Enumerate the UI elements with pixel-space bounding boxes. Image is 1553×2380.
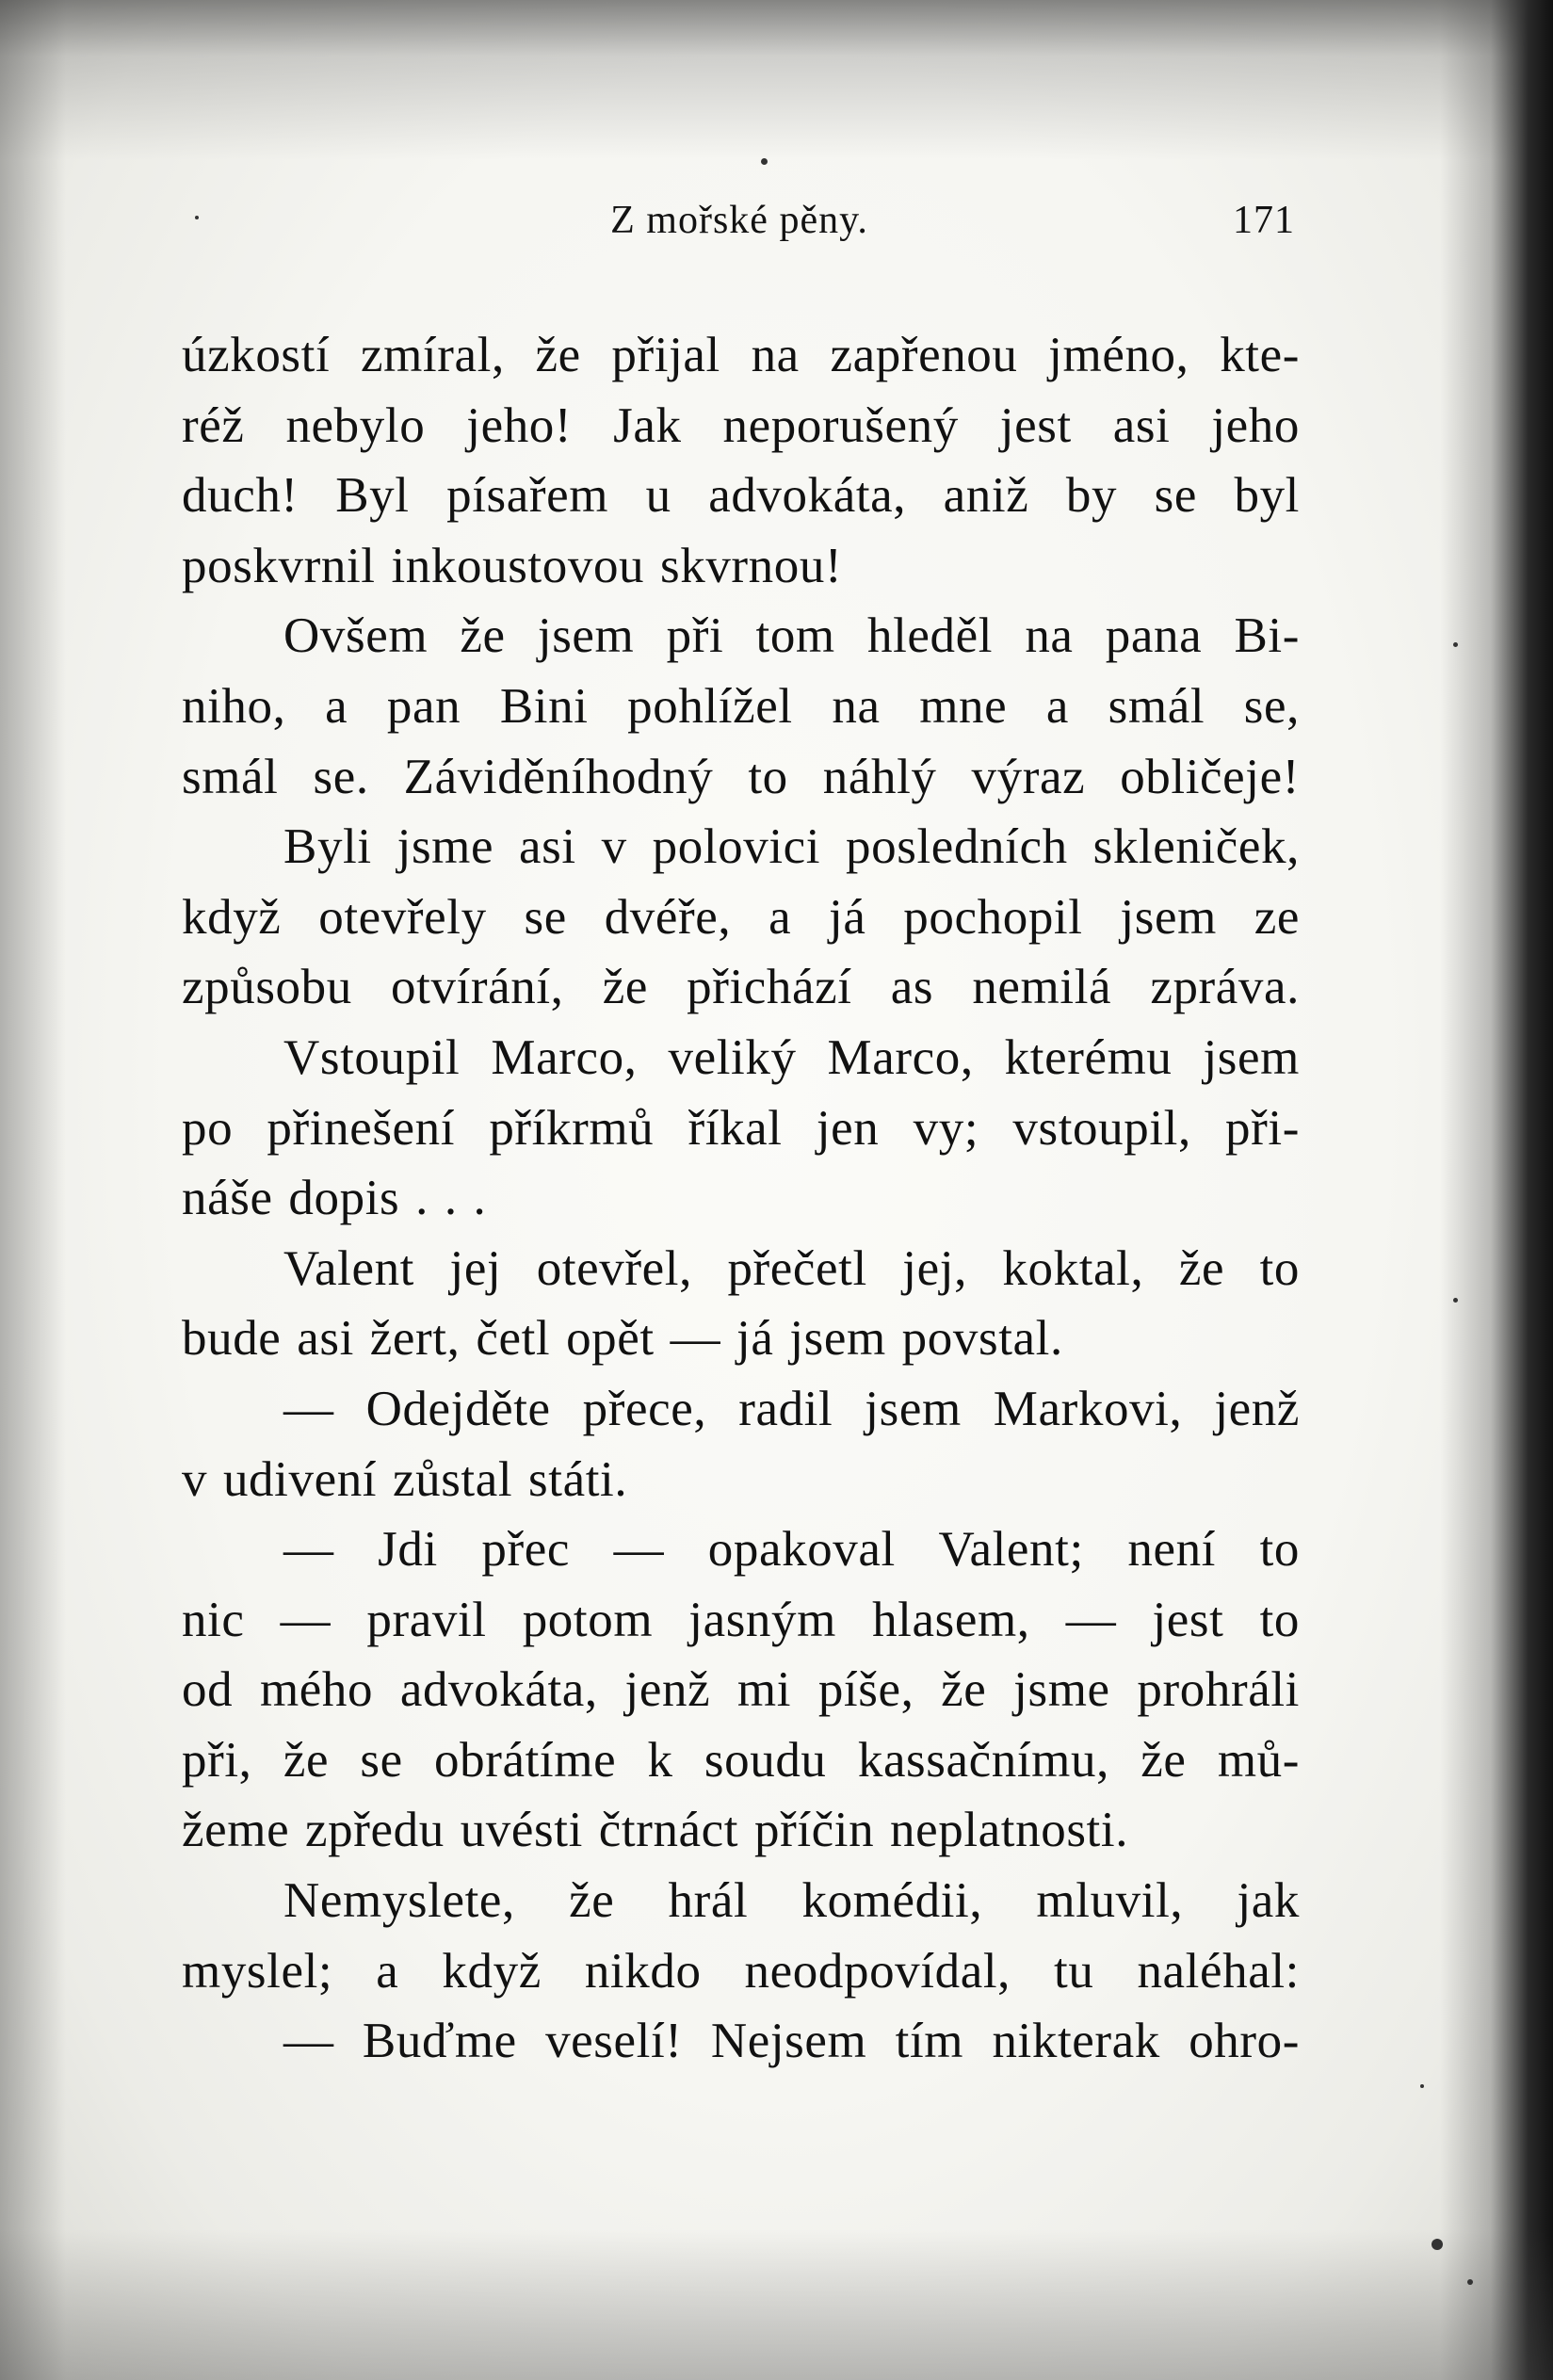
text-line: Ovšem že jsem při tom hleděl na pana Bi- <box>283 608 1300 664</box>
text-line: — Odejděte přece, radil jsem Markovi, jenž <box>283 1381 1300 1436</box>
dust-speck <box>1453 1298 1458 1303</box>
text-line: Byli jsme asi v polovici posledních skleniček, <box>283 819 1300 875</box>
text-line: náše dopis . . . <box>182 1171 487 1226</box>
running-head <box>184 198 1295 254</box>
text-line: duch! Byl písařem u advokáta, aniž by se byl <box>182 468 1300 524</box>
dust-speck <box>1432 2239 1443 2250</box>
text-line: poskvrnil inkoustovou skvrnou! <box>182 538 843 593</box>
text-line: při, že se obrátíme k soudu kassačnímu, že mů- <box>182 1732 1300 1788</box>
text-line: v udivení zůstal státi. <box>182 1451 628 1507</box>
scan-shadow-left <box>0 0 66 2380</box>
dust-speck <box>1453 642 1458 647</box>
text-line: úzkostí zmíral, že přijal na zapřenou jméno, kte- <box>182 328 1300 382</box>
text-line: — Buďme veselí! Nejsem tím nikterak ohro- <box>283 2014 1300 2069</box>
dust-speck <box>1467 2279 1473 2285</box>
scan-shadow-top <box>0 0 1553 160</box>
running-head-title: Z mořské pěny. <box>610 199 868 242</box>
scan-shadow-bottom <box>0 2229 1553 2380</box>
text-line: bude asi žert, četl opět — já jsem povstal. <box>182 1311 1063 1367</box>
text-line: — Jdi přec — opakoval Valent; není to <box>283 1522 1300 1578</box>
dust-speck <box>1420 2084 1424 2088</box>
text-line: Nemyslete, že hrál komédii, mluvil, jak <box>283 1873 1300 1929</box>
dust-speck <box>761 158 768 165</box>
text-line: Vstoupil Marco, veliký Marco, kterému jsem <box>283 1029 1300 1085</box>
text-line: od mého advokáta, jenž mi píše, že jsme prohráli <box>182 1662 1300 1718</box>
text-line: réž nebylo jeho! Jak neporušený jest asi jeho <box>182 397 1300 453</box>
page-number: 171 <box>1233 199 1295 242</box>
text-line: smál se. Záviděníhodný to náhlý výraz obličeje! <box>182 749 1300 804</box>
scan-shadow-right <box>1440 0 1553 2380</box>
body-text <box>182 320 1300 2077</box>
text-line: Valent jej otevřel, přečetl jej, koktal, že to <box>283 1240 1300 1296</box>
text-line: nic — pravil potom jasným hlasem, — jest to <box>182 1592 1300 1647</box>
text-line: žeme zpředu uvésti čtrnáct příčin neplatnosti. <box>182 1803 1129 1858</box>
text-line: niho, a pan Bini pohlížel na mne a smál se, <box>182 678 1300 734</box>
text-line: když otevřely se dvéře, a já pochopil jsem ze <box>182 889 1300 945</box>
text-line: po přinešení příkrmů říkal jen vy; vstoupil, při- <box>182 1100 1300 1156</box>
text-line: myslel; a když nikdo neodpovídal, tu naléhal: <box>182 1943 1300 1999</box>
text-line: způsobu otvírání, že přichází as nemilá zpráva. <box>182 960 1300 1015</box>
